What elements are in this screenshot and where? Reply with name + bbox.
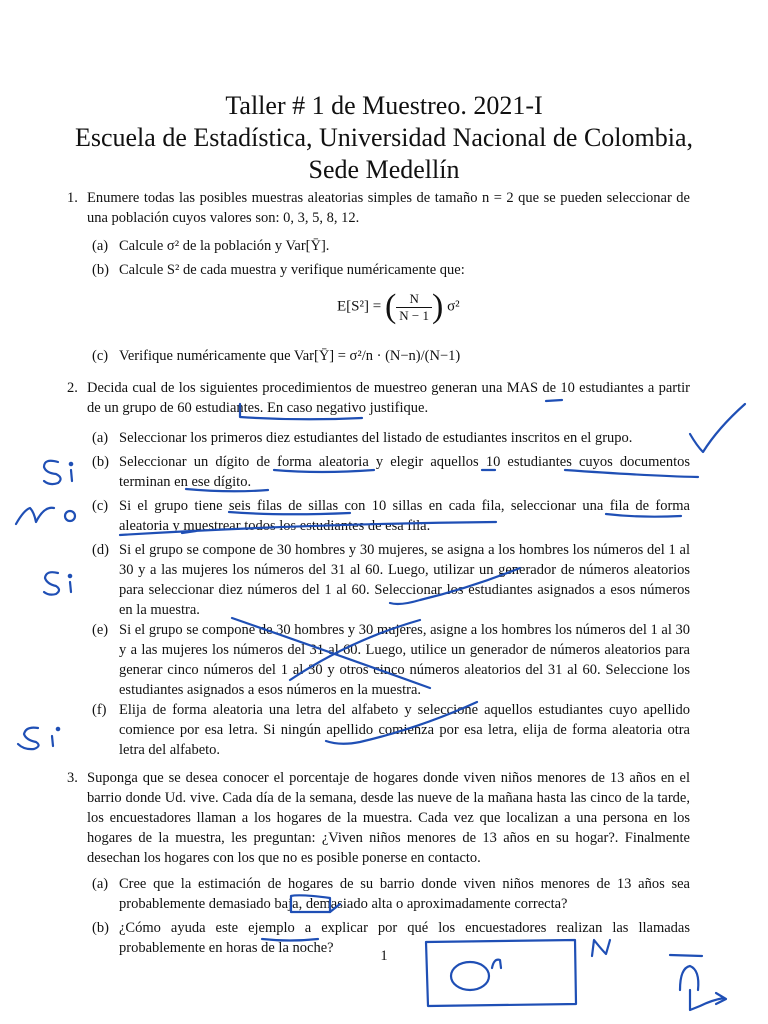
margin-si-2-i <box>70 582 71 592</box>
q2-item-text: Si el grupo tiene seis filas de sillas con 10 sillas en cada fila, seleccionar una fila de forma aleatoria y muestrear todos los estudiantes de esa fila. <box>119 498 690 534</box>
margin-si-3-i <box>52 736 53 746</box>
q1-number: 1. <box>67 190 78 206</box>
formula-numerator: N <box>396 291 432 308</box>
q3-text: Suponga que se desea conocer el porcentaje de hogares donde viven niños menores de 13 años en el barrio donde Ud. vive. Cada día de la semana, desde las nueve de la mañana hasta las cinco de la tarde, los encuestadores llaman a los hogares de la muestra. Cada vez que localizan a una persona en los hogares de la muestra, les preguntan: ¿Viven niños menores de 13 años en su hogar?. Finalmente desechan los hogares con los que no es posible ponerse en contacto. <box>87 770 690 866</box>
q2-item-label: (c) <box>92 498 109 514</box>
q2-item-text: Si el grupo se compone de 30 hombres y 30 mujeres, asigne a los hombres los números del 1 al 30 y a las mujeres los números del 31 al 60. Luego, utilice un generador de números aleatorios para generar cinco números del 1 al 30 y otros cinco números aleatorios del 31 al 60. Seleccione los estudiantes asignados a esos números en la muestra. <box>119 622 690 698</box>
q1-a-label: (a) <box>92 238 109 254</box>
q2-item-text: Seleccionar un dígito de forma aleatoria y elegir aquellos 10 estudiantes cuyos documentos terminan en ese dígito. <box>119 454 690 490</box>
q2-item-text: Si el grupo se compone de 30 hombres y 30 mujeres, se asigna a los hombres los números del 1 al 30 y a las mujeres los números del 31 al 60. Luego, utilizar un generador de números aleatorios para seleccionar diez números del 1 al 60. Seleccionar los estudiantes asignados a esos números en la muestra. <box>119 542 690 618</box>
margin-si-2 <box>44 572 59 594</box>
title-line-3: Sede Medellín <box>308 155 460 184</box>
drawn-symbol-arrow <box>690 990 724 1010</box>
formula-lhs: E[S²] = <box>337 298 382 315</box>
margin-si-1-i <box>71 470 72 481</box>
formula-fraction <box>396 291 432 324</box>
q1-c-text: Verifique numéricamente que Var[Ȳ] = σ²/n · (N−n)/(N−1) <box>119 348 461 364</box>
q1-b-text: Calcule S² de cada muestra y verifique numéricamente que: <box>119 262 465 278</box>
page-number: 1 <box>380 948 388 964</box>
q1-text: Enumere todas las posibles muestras aleatorias simples de tamaño n = 2 que se pueden seleccionar de una población cuyos valores son: 0, 3, 5, 8, 12. <box>87 190 690 226</box>
q2-text: Decida cual de los siguientes procedimientos de muestreo generan una MAS de 10 estudiantes a partir de un grupo de 60 estudiantes. En caso negativo justifique. <box>87 380 690 416</box>
q2-item-label: (d) <box>92 542 109 558</box>
margin-no <box>16 508 54 524</box>
margin-si-1 <box>44 461 61 484</box>
drawn-circle <box>451 962 489 990</box>
q2-item-label: (a) <box>92 430 109 446</box>
checkmark-icon <box>690 404 745 452</box>
q2-item-text: Elija de forma aleatoria una letra del alfabeto y seleccione aquellos estudiantes cuyo apellido comience por esa letra. Si ningún apellido comienza por esa letra, elija de forma aleatoria otra letra del alfabeto. <box>119 702 690 758</box>
q1-formula: E[S²] = ( $\frac{N}{N - 1}$ ) σ² <box>337 288 460 325</box>
q2-item-label: (f) <box>92 702 107 718</box>
q3-b-text: ¿Cómo ayuda este ejemplo a explicar por qué los encuestadores realizan las llamadas probablemente en horas de la noche? <box>119 920 690 956</box>
drawn-symbol-tail <box>716 993 726 1004</box>
title-line-1: Taller # 1 de Muestreo. 2021-I <box>225 91 543 120</box>
q3-number: 3. <box>67 770 78 786</box>
q3-a-label: (a) <box>92 876 109 892</box>
q3-a-text: Cree que la estimación de hogares de su barrio donde viven niños menores de 13 años sea probablemente demasiado baja, demasiado alta o aproximadamente correcta? <box>119 876 690 912</box>
margin-si-3 <box>18 728 39 750</box>
q2-item-text: Seleccionar los primeros diez estudiantes del listado de estudiantes inscritos en el grupo. <box>119 430 633 446</box>
drawn-symbol <box>680 966 698 990</box>
q2-number: 2. <box>67 380 78 396</box>
q3-b-label: (b) <box>92 920 109 936</box>
title-line-2: Escuela de Estadística, Universidad Nacional de Colombia, <box>74 123 694 152</box>
q2-item-label: (b) <box>92 454 109 470</box>
formula-rhs: σ² <box>447 298 460 315</box>
q1-b-label: (b) <box>92 262 109 278</box>
formula-denominator: N − 1 <box>399 307 430 323</box>
q1-a-text: Calcule σ² de la población y Var[Ȳ]. <box>119 238 330 254</box>
q2-item-label: (e) <box>92 622 109 638</box>
q1-c-label: (c) <box>92 348 109 364</box>
